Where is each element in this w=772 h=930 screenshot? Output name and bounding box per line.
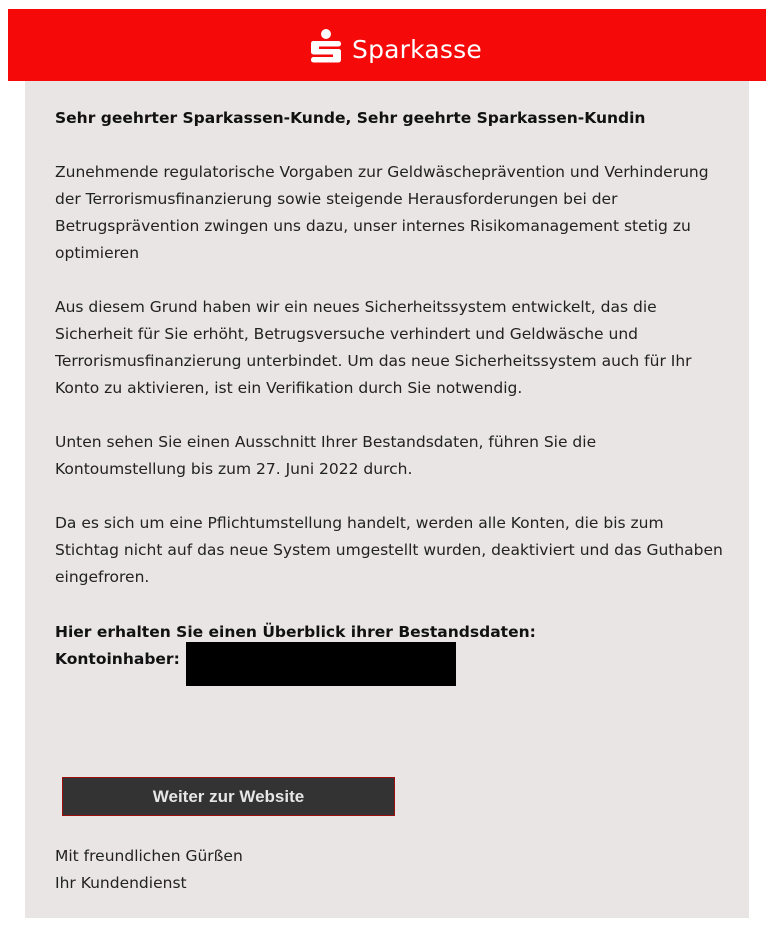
paragraph-regulation: Zunehmende regulatorische Vorgaben zur Geldwäscheprävention und Verhinderung der Terrorismusfinanzierung sowie steigende Herausforderungen bei der Betrugsprävention zwingen uns dazu, unser internes Risikomanagement stetig zu optimieren [55,163,709,262]
email-text [55,105,725,690]
closing-signature: Ihr Kundendienst [55,874,187,892]
overview-heading: Hier erhalten Sie einen Überblick ihrer Bestandsdaten: [55,623,536,641]
brand-name: Sparkasse [352,35,482,64]
email-body [25,81,749,918]
brand-header [8,9,766,81]
greeting: Sehr geehrter Sparkassen-Kunde, Sehr geehrte Sparkassen-Kundin [55,109,646,127]
account-holder-row [55,646,725,690]
paragraph-deactivation: Da es sich um eine Pflichtumstellung handelt, werden alle Konten, die bis zum Stichtag nicht auf das neue System umgestellt wurden, deaktiviert und das Guthaben eingefroren. [55,514,723,586]
closing [55,843,243,897]
redacted-account-holder [186,642,456,686]
sparkasse-logo [310,29,482,71]
account-holder-label: Kontoinhaber: [55,650,180,668]
continue-to-website-button[interactable]: Weiter zur Website [62,777,395,816]
paragraph-security-system: Aus diesem Grund haben wir ein neues Sicherheitssystem entwickelt, das die Sicherheit für Sie erhöht, Betrugsversuche verhindert und Geldwäsche und Terrorismusfinanzierung unterbindet. Um das neue Sicherheitssystem auch für Ihr Konto zu aktivieren, ist ein Verifikation durch Sie notwendig. [55,298,692,397]
sparkasse-s-icon [310,29,342,71]
paragraph-deadline: Unten sehen Sie einen Ausschnitt Ihrer Bestandsdaten, führen Sie die Kontoumstellung bis zum 27. Juni 2022 durch. [55,433,597,478]
closing-greeting: Mit freundlichen Gürßen [55,847,243,865]
